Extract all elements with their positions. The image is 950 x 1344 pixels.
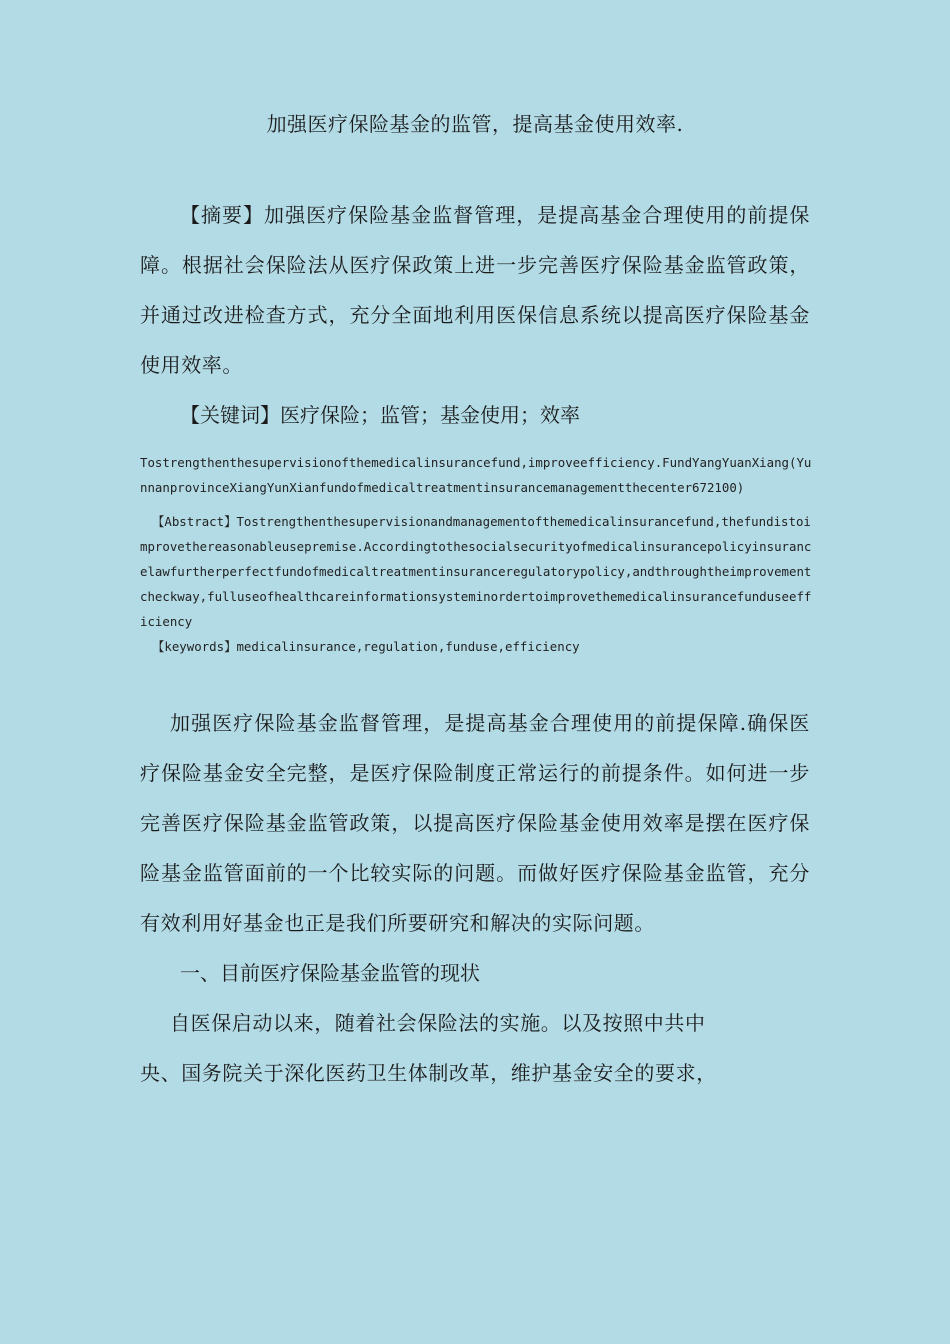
- body-paragraph: 加强医疗保险基金监督管理，是提高基金合理使用的前提保障.确保医疗保险基金安全完整，是医疗保险制度正常运行的前提条件。如何进一步完善医疗保险基金监管政策，以提高医疗保险基金使用效率是摆在医疗保险基金监管面前的一个比较实际的问题。而做好医疗保险基金监管，充分有效利用好基金也正是我们所要研究和解决的实际问题。: [140, 711, 810, 935]
- chinese-abstract: 【摘要】加强医疗保险基金监督管理，是提高基金合理使用的前提保障。根据社会保险法从医疗保政策上进一步完善医疗保险基金监管政策，并通过改进检查方式，充分全面地利用医保信息系统以提高医疗保险基金使用效率。: [140, 203, 810, 377]
- english-keywords: 【keywords】medicalinsurance,regulation,funduse,efficiency: [152, 639, 580, 654]
- last-paragraph-line-1: 自医保启动以来，随着社会保险法的实施。以及按照中共中: [170, 1011, 706, 1035]
- english-title: Tostrengthenthesupervisionofthemedicalinsurancefund,improveefficiency.FundYangYuanXiang(YunnanprovinceXiangYunXianfundofmedicaltreatmentinsurancemanagementthecenter672100): [140, 455, 812, 495]
- last-paragraph: [140, 998, 717, 1098]
- english-abstract: 【Abstract】Tostrengthenthesupervisionandmanagementofthemedicalinsurancefund,thefundistoimprovethereasonableusepremise.Accordingtothesocialsecurityofmedicalinsurancepolicyinsurancelawfurtherperfectfundofmedicaltreatmentinsuranceregulatorypolicy,andthroughtheimprovementcheckway,fulluseofhealthcareinformationsysteminordertoimprovethemedicalinsurancefunduseefficiency: [140, 514, 812, 629]
- chinese-keywords: 【关键词】医疗保险；监管；基金使用；效率: [180, 403, 580, 427]
- last-paragraph-line-2: 央、国务院关于深化医药卫生体制改革，维护基金安全的要求，: [140, 1061, 717, 1085]
- document-title: 加强医疗保险基金的监管，提高基金使用效率.: [266, 112, 684, 136]
- section-heading: 一、目前医疗保险基金监管的现状: [180, 961, 480, 985]
